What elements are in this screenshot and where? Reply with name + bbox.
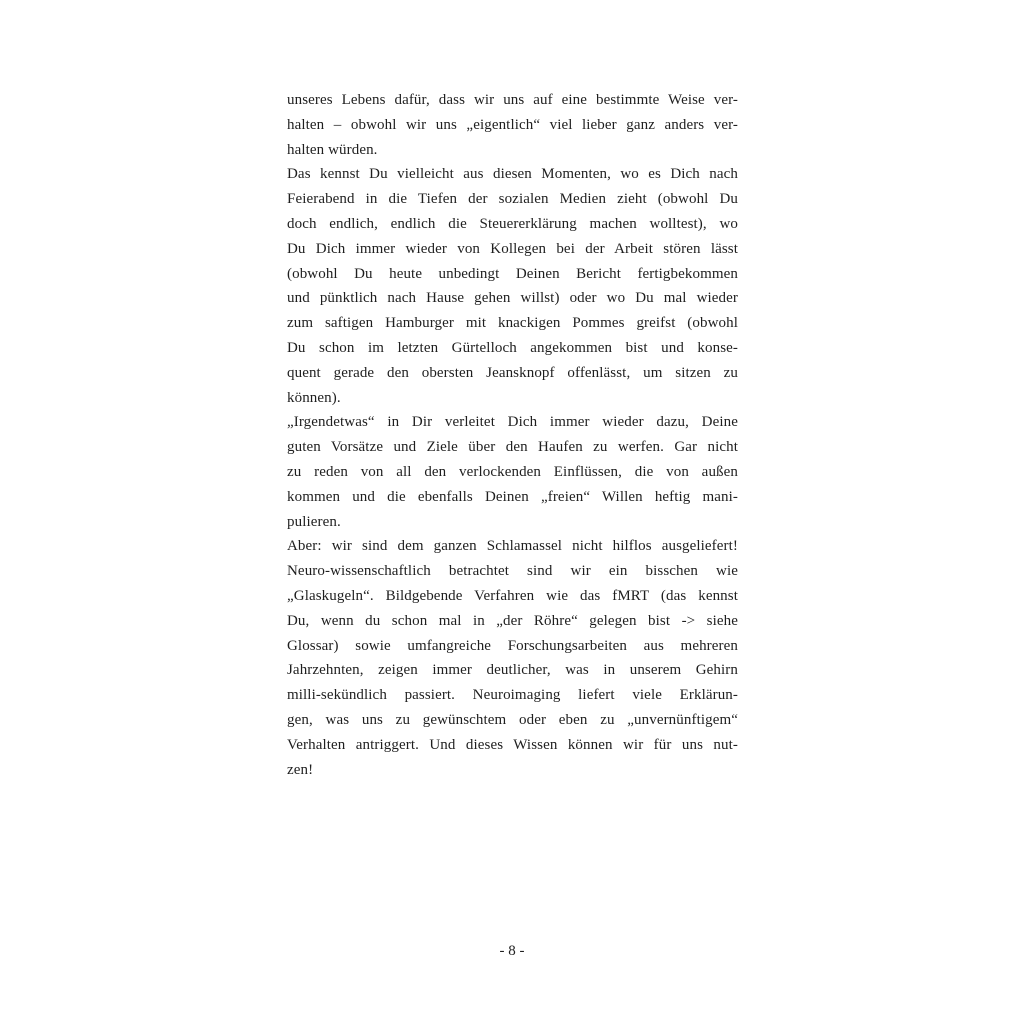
text-line: Du, wenn du schon mal in „der Röhre“ gelegen bist -> siehe xyxy=(287,612,738,629)
text-line: Das kennst Du vielleicht aus diesen Momenten, wo es Dich nach xyxy=(287,166,738,183)
text-line: „Irgendetwas“ in Dir verleitet Dich immer wieder dazu, Deine xyxy=(287,414,738,431)
paragraph xyxy=(287,410,738,534)
text-line: doch endlich, endlich die Steuererklärung machen wolltest), wo xyxy=(287,215,738,232)
text-line: halten – obwohl wir uns „eigentlich“ viel lieber ganz anders ver- xyxy=(287,116,738,133)
paragraph xyxy=(287,534,738,782)
paragraph xyxy=(287,162,738,410)
text-line: Du schon im letzten Gürtelloch angekommen bist und konse- xyxy=(287,339,738,356)
text-line: zu reden von all den verlockenden Einflüssen, die von außen xyxy=(287,463,738,480)
text-line: pulieren. xyxy=(287,513,341,530)
text-line: milli-sekündlich passiert. Neuroimaging liefert viele Erklärun- xyxy=(287,687,738,704)
text-line: und pünktlich nach Hause gehen willst) oder wo Du mal wieder xyxy=(287,290,738,307)
text-line: zen! xyxy=(287,761,314,778)
text-line: Du Dich immer wieder von Kollegen bei der Arbeit stören lässt xyxy=(287,240,738,257)
text-line: Neuro-wissenschaftlich betrachtet sind wir ein bisschen wie xyxy=(287,563,738,580)
text-line: unseres Lebens dafür, dass wir uns auf eine bestimmte Weise ver- xyxy=(287,92,738,108)
text-line: guten Vorsätze und Ziele über den Haufen zu werfen. Gar nicht xyxy=(287,439,738,456)
page-number: - 8 - xyxy=(499,943,525,959)
body-text xyxy=(287,88,738,782)
paragraph xyxy=(287,88,738,162)
text-line: Verhalten antriggert. Und dieses Wissen können wir für uns nut- xyxy=(287,736,738,753)
text-line: quent gerade den obersten Jeansknopf offenlässt, um sitzen zu xyxy=(287,364,738,381)
text-line: Feierabend in die Tiefen der sozialen Medien zieht (obwohl Du xyxy=(287,191,738,208)
text-line: Aber: wir sind dem ganzen Schlamassel nicht hilflos ausgeliefert! xyxy=(287,538,738,555)
text-line: kommen und die ebenfalls Deinen „freien“ Willen heftig mani- xyxy=(287,488,738,505)
text-line: halten würden. xyxy=(287,141,378,158)
text-line: gen, was uns zu gewünschtem oder eben zu „unvernünftigem“ xyxy=(287,711,738,728)
text-line: (obwohl Du heute unbedingt Deinen Bericht fertigbekommen xyxy=(287,265,738,282)
text-line: „Glaskugeln“. Bildgebende Verfahren wie das fMRT (das kennst xyxy=(287,587,738,604)
text-line: Jahrzehnten, zeigen immer deutlicher, was in unserem Gehirn xyxy=(287,662,738,679)
text-line: zum saftigen Hamburger mit knackigen Pommes greifst (obwohl xyxy=(287,315,738,332)
text-line: Glossar) sowie umfangreiche Forschungsarbeiten aus mehreren xyxy=(287,637,738,654)
text-line: können). xyxy=(287,389,341,406)
